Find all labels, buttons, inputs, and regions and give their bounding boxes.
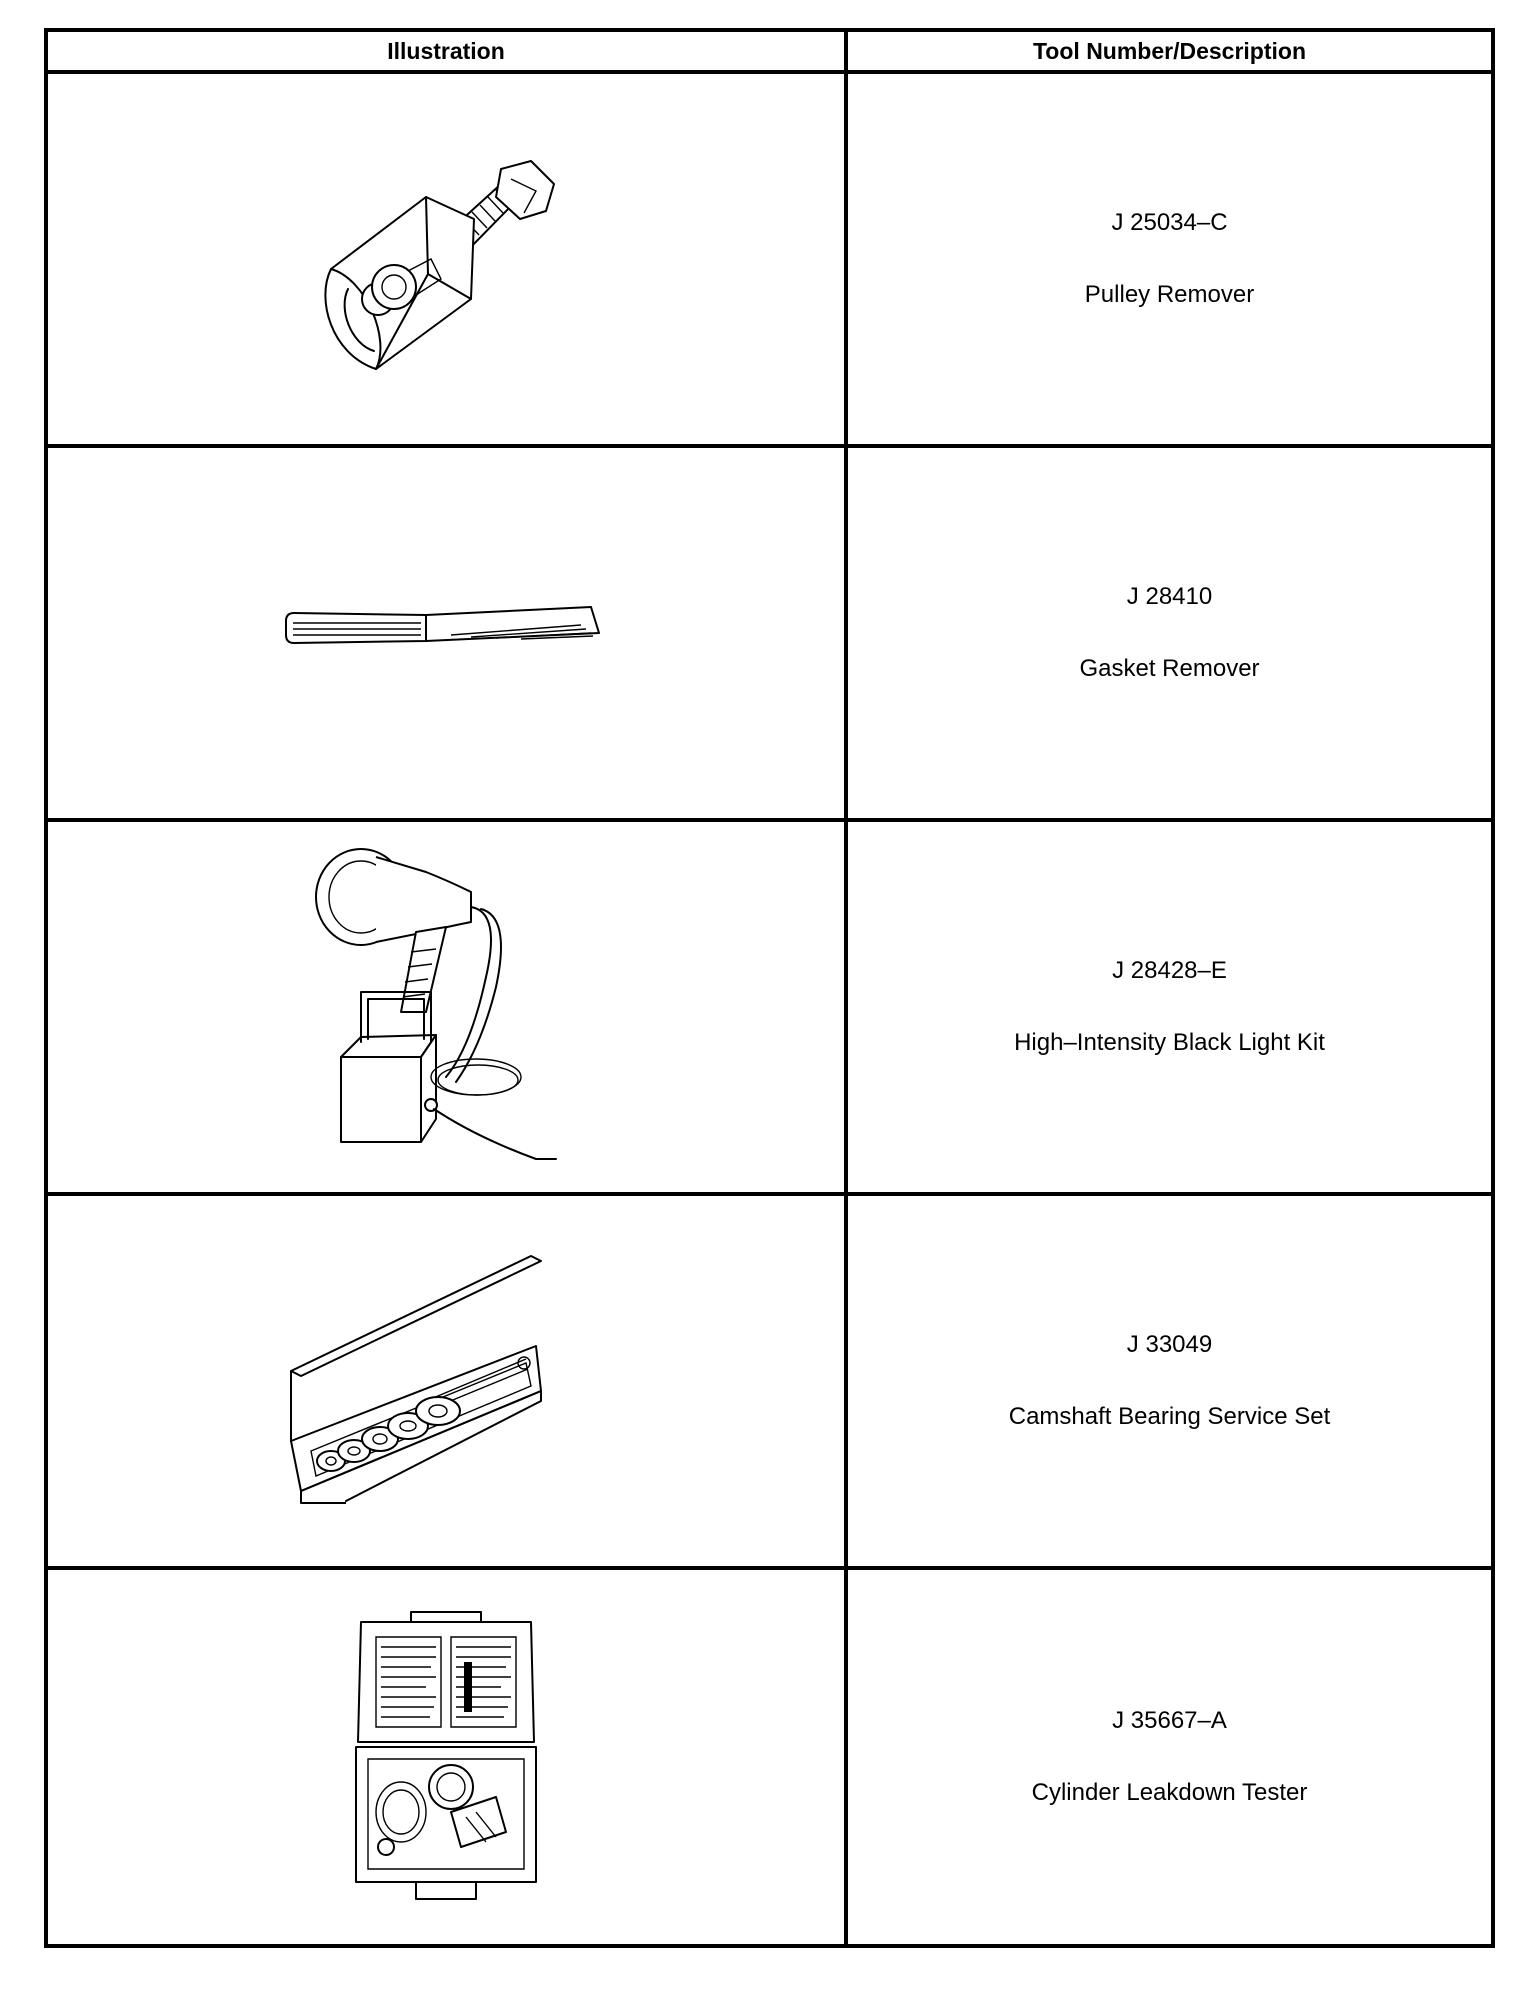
table-row-3-description: [848, 822, 1491, 1196]
tool-number: J 28428–E: [1112, 957, 1227, 984]
tool-number: J 33049: [1126, 1331, 1213, 1358]
camshaft-bearing-set-icon: [286, 1251, 606, 1511]
table-row-4-illustration: [48, 1196, 848, 1570]
pulley-remover-icon: [296, 139, 596, 379]
tool-description: High–Intensity Black Light Kit: [1014, 1029, 1325, 1056]
tool-description: Pulley Remover: [1084, 281, 1255, 308]
tool-description: Gasket Remover: [1079, 655, 1260, 682]
table-row-4-description: [848, 1196, 1491, 1570]
tool-number: J 28410: [1126, 583, 1213, 610]
table-row-3-illustration: [48, 822, 848, 1196]
black-light-kit-icon: [306, 847, 586, 1167]
tool-number: J 35667–A: [1112, 1707, 1227, 1734]
tool-description: Camshaft Bearing Service Set: [1008, 1403, 1331, 1430]
table-row-1-description: [848, 74, 1491, 448]
tool-description: Cylinder Leakdown Tester: [1031, 1779, 1308, 1806]
gasket-remover-icon: [281, 603, 611, 663]
tool-number: J 25034–C: [1111, 209, 1228, 236]
table-row-1-illustration: [48, 74, 848, 448]
table-row-5-illustration: [48, 1570, 848, 1944]
special-tools-table: [44, 28, 1495, 1948]
header-illustration: Illustration: [48, 32, 848, 74]
table-row-2-description: [848, 448, 1491, 822]
header-tool-number-description: Tool Number/Description: [848, 32, 1491, 74]
leakdown-tester-icon: [346, 1607, 546, 1907]
table-row-2-illustration: [48, 448, 848, 822]
table-row-5-description: [848, 1570, 1491, 1944]
